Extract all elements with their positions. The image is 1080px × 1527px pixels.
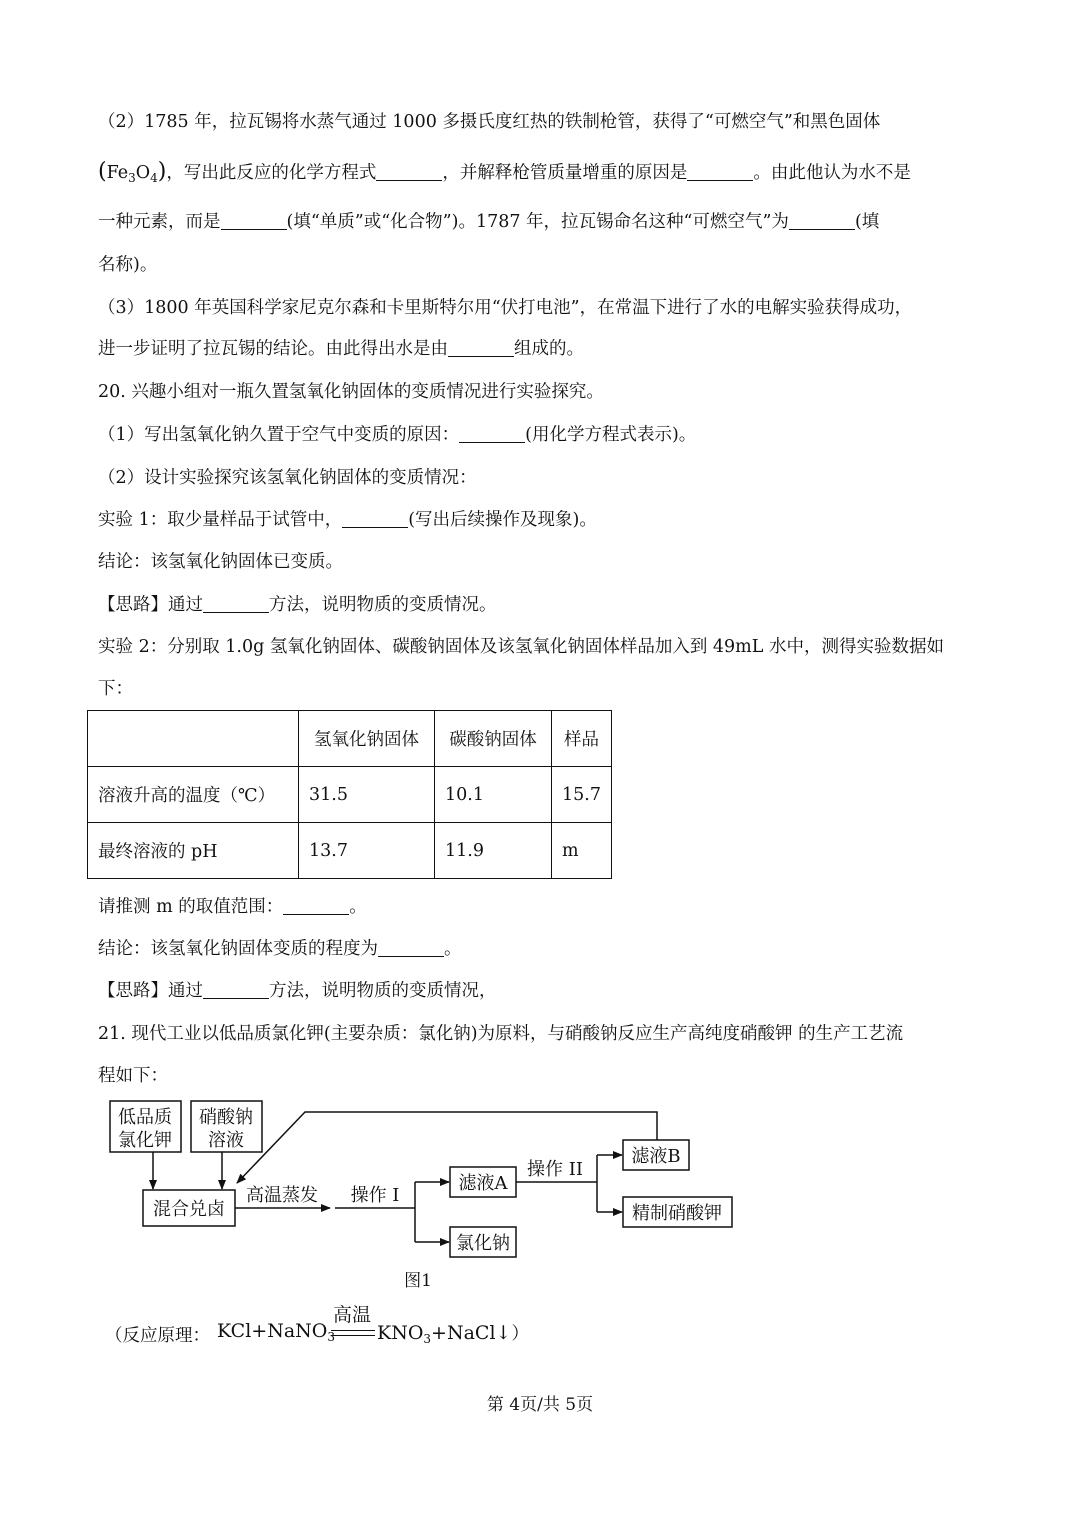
q20-idea2-text-a: 【思路】通过 [98,981,203,1001]
table-header-cell: 样品 [552,711,612,767]
q19-2-text-f: (填 [854,212,880,232]
q21-line2: 程如下： [98,1066,168,1086]
q20-conclusion1: 结论：该氢氧化钠固体已变质。 [98,552,343,572]
q19-2-text-d: 一种元素，而是 [98,212,221,232]
table-cell: 溶液升高的温度（℃） [88,767,299,823]
box-filtrate-b-label: 滤液B [631,1146,681,1167]
q19-2-line3 [98,210,879,234]
q20-idea1 [98,593,497,617]
reaction-suffix: ） [511,1324,529,1344]
q20-part1 [98,423,696,447]
q19-3-text-b: 组成的。 [514,339,584,359]
q19-2-text-e: (填“单质”或“化合物”)。1787 年，拉瓦锡命名这种“可燃空气”为 [286,212,789,232]
q19-2-text-a: ，写出此反应的化学方程式 [166,163,377,183]
q19-3-line2 [98,337,584,361]
reaction-kcl-text: KCl+NaNO [217,1320,328,1342]
q19-2-line1: （2）1785 年，拉瓦锡将水蒸气通过 1000 多摄氏度红热的铁制枪管，获得了“可燃空气”和黑色固体 [98,112,881,132]
q19-2-text-c: 。由此他认为水不是 [753,163,911,183]
table-row [88,767,612,823]
reaction-products [377,1320,529,1346]
answer-blank[interactable] [687,162,753,181]
q20-part2: （2）设计实验探究该氢氧化钠固体的变质情况： [98,468,477,488]
table-cell: 31.5 [299,767,435,823]
q19-2-line2 [98,160,911,190]
formula-o: O [135,163,151,183]
step-op1-label: 操作 I [350,1185,400,1206]
box-nano3-line2: 溶液 [208,1130,244,1151]
reaction-nacl-text: +NaCl↓ [431,1322,512,1344]
table-header-cell: 碳酸钠固体 [435,711,552,767]
answer-blank[interactable] [203,980,269,999]
table-header-cell [88,711,299,767]
q20-idea2 [98,979,497,1003]
q19-3-text-a: 进一步证明了拉瓦锡的结论。由此得出水是由 [98,339,448,359]
step-op2-label: 操作 II [527,1159,583,1180]
answer-blank[interactable] [378,938,444,957]
step-evaporate-label: 高温蒸发 [246,1185,318,1206]
reaction-prefix: （反应原理： [105,1326,210,1346]
q20-part1-text-b: (用化学方程式表示)。 [525,425,697,445]
q20-idea2-text-b: 方法，说明物质的变质情况， [269,981,497,1001]
table-header-row [88,711,612,767]
reaction-kcl [217,1320,335,1344]
table-row [88,823,612,879]
box-nacl-label: 氯化钠 [456,1233,510,1254]
answer-blank[interactable] [448,338,514,357]
figure-caption: 图1 [404,1271,432,1291]
reaction-equals [331,1330,375,1336]
box-kno3-label: 精制硝酸钾 [632,1203,722,1224]
q20-exp2-line2: 下： [98,679,133,699]
q20-guess-text-b: 。 [349,897,367,917]
box-low-kcl-line2: 氯化钾 [118,1130,172,1151]
table-header-cell: 氢氧化钠固体 [299,711,435,767]
answer-blank[interactable] [376,162,442,181]
q21-line1: 21. 现代工业以低品质氯化钾(主要杂质：氯化钠)为原料，与硝酸钠反应生产高纯度硝酸钾 的生产工艺流 [98,1024,904,1044]
box-nano3-line1: 硝酸钠 [199,1107,253,1128]
q20-idea1-text-a: 【思路】通过 [98,595,203,615]
page-footer: 第 4页/共 5页 [486,1395,594,1415]
data-table [87,710,612,879]
q20-con2-text-b: 。 [444,939,462,959]
answer-blank[interactable] [221,211,287,230]
box-low-kcl-line1: 低品质 [118,1107,172,1128]
box-mix-label: 混合兑卤 [153,1199,225,1220]
q20-exp2-line1: 实验 2：分别取 1.0g 氢氧化钠固体、碳酸钠固体及该氢氧化钠固体样品加入到 49mL 水中，测得实验数据如 [98,637,944,657]
table-cell: 最终溶液的 pH [88,823,299,879]
formula-fe: Fe [106,163,129,183]
q20-exp1 [98,508,597,532]
reaction-kno3-text: KNO [377,1322,424,1344]
q20-exp1-text-b: (写出后续操作及现象)。 [408,510,597,530]
q20-conclusion2 [98,937,462,961]
q20-guess-text-a: 请推测 m 的取值范围： [98,897,284,917]
table-cell: 10.1 [435,767,552,823]
formula-sub4: 4 [150,171,158,185]
reaction-condition: 高温 [333,1304,372,1326]
reaction-sub: 3 [327,1330,336,1344]
q20-part1-text-a: （1）写出氢氧化钠久置于空气中变质的原因： [98,425,460,445]
paren-left: ( [98,159,107,184]
q20-idea1-text-b: 方法，说明物质的变质情况。 [269,595,497,615]
q20-guess [98,895,367,919]
reaction-sub: 3 [423,1332,432,1346]
q20-exp1-text-a: 实验 1：取少量样品于试管中， [98,510,343,530]
q19-3-line1: （3）1800 年英国科学家尼克尔森和卡里斯特尔用“伏打电池”，在常温下进行了水的电解实验获得成功， [98,298,913,318]
table-cell: m [552,823,612,879]
answer-blank[interactable] [283,896,349,915]
formula-sub3: 3 [128,171,136,185]
answer-blank[interactable] [342,509,408,528]
table-cell: 15.7 [552,767,612,823]
q19-2-text-b: ，并解释枪管质量增重的原因是 [442,163,688,183]
table-cell: 11.9 [435,823,552,879]
recycle-line [237,1112,657,1183]
q20-title: 20. 兴趣小组对一瓶久置氢氧化钠固体的变质情况进行实验探究。 [98,382,604,402]
table-cell: 13.7 [299,823,435,879]
paren-right: ) [157,159,167,184]
answer-blank[interactable] [459,424,525,443]
answer-blank[interactable] [789,211,855,230]
q19-2-line4: 名称)。 [98,255,158,275]
box-filtrate-a-label: 滤液A [458,1173,508,1194]
answer-blank[interactable] [203,594,269,613]
process-flow-diagram [0,1090,1080,1350]
q20-con2-text-a: 结论：该氢氧化钠固体变质的程度为 [98,939,378,959]
